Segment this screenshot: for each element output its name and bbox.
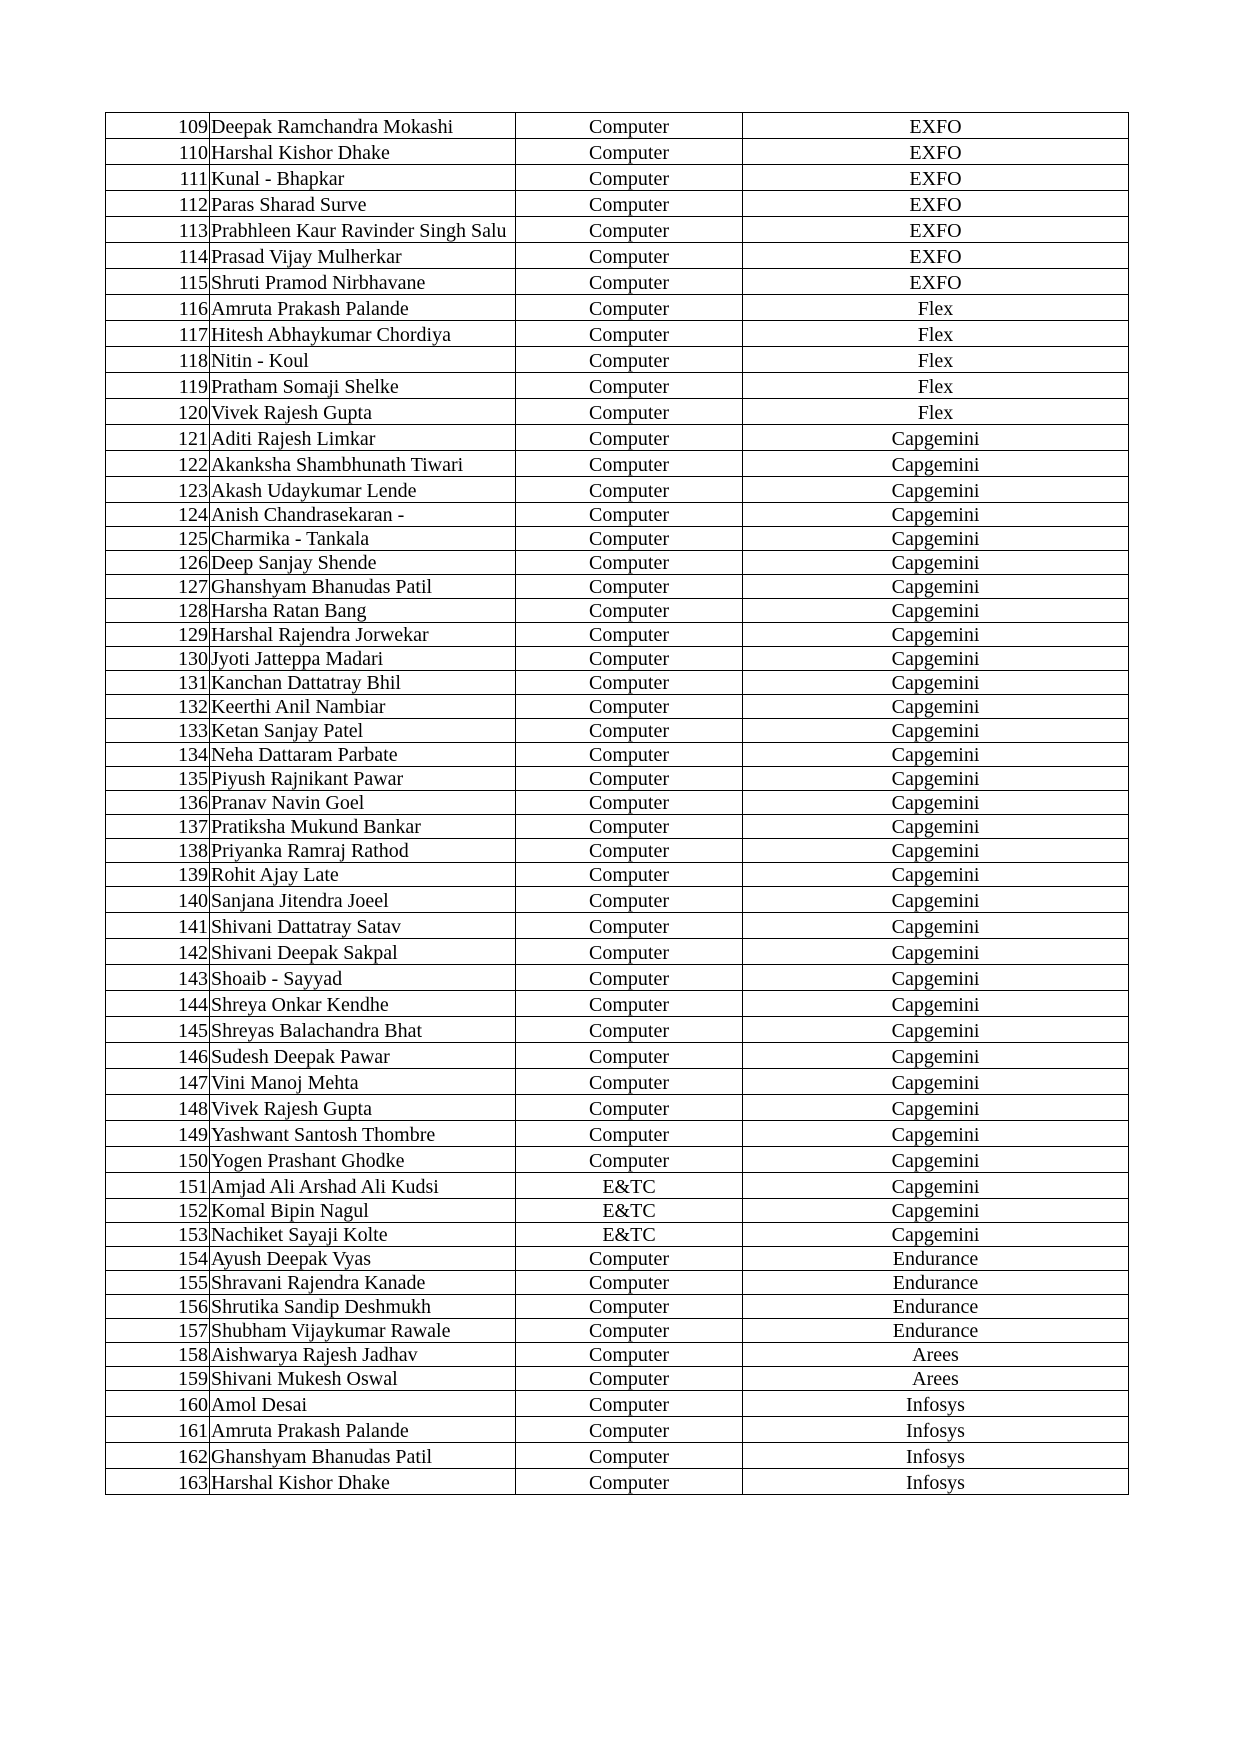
row-number: 134 xyxy=(106,743,210,767)
table-row xyxy=(106,321,1129,347)
table-row xyxy=(106,647,1129,671)
row-number: 156 xyxy=(106,1295,210,1319)
company-cell: Capgemini xyxy=(743,887,1129,913)
row-number: 121 xyxy=(106,425,210,451)
student-name: Shoaib - Sayyad xyxy=(210,965,516,991)
row-number: 126 xyxy=(106,551,210,575)
row-number: 117 xyxy=(106,321,210,347)
row-number: 113 xyxy=(106,217,210,243)
branch-cell: Computer xyxy=(516,575,743,599)
student-name: Paras Sharad Surve xyxy=(210,191,516,217)
table-row xyxy=(106,815,1129,839)
table-row xyxy=(106,269,1129,295)
student-name: Aishwarya Rajesh Jadhav xyxy=(210,1343,516,1367)
student-name: Amruta Prakash Palande xyxy=(210,1417,516,1443)
row-number: 135 xyxy=(106,767,210,791)
company-cell: Arees xyxy=(743,1367,1129,1391)
table-row xyxy=(106,1095,1129,1121)
table-row xyxy=(106,217,1129,243)
branch-cell: Computer xyxy=(516,1443,743,1469)
company-cell: Flex xyxy=(743,373,1129,399)
company-cell: Capgemini xyxy=(743,863,1129,887)
row-number: 112 xyxy=(106,191,210,217)
student-name: Shivani Mukesh Oswal xyxy=(210,1367,516,1391)
company-cell: Infosys xyxy=(743,1417,1129,1443)
company-cell: Capgemini xyxy=(743,671,1129,695)
company-cell: EXFO xyxy=(743,191,1129,217)
row-number: 149 xyxy=(106,1121,210,1147)
table-row xyxy=(106,425,1129,451)
student-name: Harshal Kishor Dhake xyxy=(210,1469,516,1495)
company-cell: Capgemini xyxy=(743,1223,1129,1247)
row-number: 160 xyxy=(106,1391,210,1417)
row-number: 118 xyxy=(106,347,210,373)
table-row xyxy=(106,671,1129,695)
student-name: Vini Manoj Mehta xyxy=(210,1069,516,1095)
student-name: Shreya Onkar Kendhe xyxy=(210,991,516,1017)
student-name: Shrutika Sandip Deshmukh xyxy=(210,1295,516,1319)
branch-cell: Computer xyxy=(516,451,743,477)
company-cell: EXFO xyxy=(743,165,1129,191)
student-name: Pratham Somaji Shelke xyxy=(210,373,516,399)
table-row xyxy=(106,719,1129,743)
branch-cell: Computer xyxy=(516,373,743,399)
company-cell: Capgemini xyxy=(743,939,1129,965)
table-row xyxy=(106,243,1129,269)
student-name: Pratiksha Mukund Bankar xyxy=(210,815,516,839)
branch-cell: Computer xyxy=(516,1147,743,1173)
branch-cell: Computer xyxy=(516,527,743,551)
branch-cell: Computer xyxy=(516,1319,743,1343)
company-cell: Capgemini xyxy=(743,599,1129,623)
table-row xyxy=(106,347,1129,373)
table-row xyxy=(106,1017,1129,1043)
company-cell: Endurance xyxy=(743,1295,1129,1319)
company-cell: Capgemini xyxy=(743,647,1129,671)
row-number: 119 xyxy=(106,373,210,399)
table-row xyxy=(106,743,1129,767)
branch-cell: Computer xyxy=(516,1017,743,1043)
branch-cell: Computer xyxy=(516,1367,743,1391)
branch-cell: Computer xyxy=(516,939,743,965)
row-number: 128 xyxy=(106,599,210,623)
table-row xyxy=(106,839,1129,863)
row-number: 137 xyxy=(106,815,210,839)
branch-cell: Computer xyxy=(516,399,743,425)
company-cell: Capgemini xyxy=(743,575,1129,599)
row-number: 148 xyxy=(106,1095,210,1121)
table-row xyxy=(106,1199,1129,1223)
company-cell: Flex xyxy=(743,399,1129,425)
student-name: Shivani Deepak Sakpal xyxy=(210,939,516,965)
company-cell: Capgemini xyxy=(743,1147,1129,1173)
branch-cell: Computer xyxy=(516,191,743,217)
student-name: Komal Bipin Nagul xyxy=(210,1199,516,1223)
branch-cell: Computer xyxy=(516,671,743,695)
table-row xyxy=(106,451,1129,477)
row-number: 139 xyxy=(106,863,210,887)
branch-cell: Computer xyxy=(516,1295,743,1319)
company-cell: Capgemini xyxy=(743,1199,1129,1223)
table-row xyxy=(106,113,1129,139)
table-row xyxy=(106,991,1129,1017)
branch-cell: Computer xyxy=(516,165,743,191)
branch-cell: Computer xyxy=(516,913,743,939)
row-number: 110 xyxy=(106,139,210,165)
branch-cell: Computer xyxy=(516,1391,743,1417)
row-number: 132 xyxy=(106,695,210,719)
company-cell: Flex xyxy=(743,347,1129,373)
student-name: Keerthi Anil Nambiar xyxy=(210,695,516,719)
branch-cell: Computer xyxy=(516,791,743,815)
branch-cell: Computer xyxy=(516,767,743,791)
table-row xyxy=(106,373,1129,399)
table-row xyxy=(106,477,1129,503)
student-name: Charmika - Tankala xyxy=(210,527,516,551)
row-number: 152 xyxy=(106,1199,210,1223)
student-name: Priyanka Ramraj Rathod xyxy=(210,839,516,863)
row-number: 147 xyxy=(106,1069,210,1095)
company-cell: Capgemini xyxy=(743,767,1129,791)
table-row xyxy=(106,965,1129,991)
table-row xyxy=(106,1295,1129,1319)
company-cell: Capgemini xyxy=(743,425,1129,451)
student-name: Ayush Deepak Vyas xyxy=(210,1247,516,1271)
row-number: 142 xyxy=(106,939,210,965)
branch-cell: Computer xyxy=(516,113,743,139)
company-cell: Capgemini xyxy=(743,503,1129,527)
branch-cell: Computer xyxy=(516,991,743,1017)
student-name: Jyoti Jatteppa Madari xyxy=(210,647,516,671)
student-name: Harshal Kishor Dhake xyxy=(210,139,516,165)
company-cell: Infosys xyxy=(743,1469,1129,1495)
row-number: 124 xyxy=(106,503,210,527)
table-row xyxy=(106,295,1129,321)
row-number: 146 xyxy=(106,1043,210,1069)
student-name: Sanjana Jitendra Joeel xyxy=(210,887,516,913)
table-row xyxy=(106,1247,1129,1271)
branch-cell: Computer xyxy=(516,321,743,347)
row-number: 129 xyxy=(106,623,210,647)
branch-cell: Computer xyxy=(516,647,743,671)
table-row xyxy=(106,191,1129,217)
branch-cell: Computer xyxy=(516,1469,743,1495)
row-number: 154 xyxy=(106,1247,210,1271)
student-name: Anish Chandrasekaran - xyxy=(210,503,516,527)
company-cell: Capgemini xyxy=(743,695,1129,719)
student-name: Amruta Prakash Palande xyxy=(210,295,516,321)
company-cell: Capgemini xyxy=(743,1095,1129,1121)
table-row xyxy=(106,1343,1129,1367)
row-number: 161 xyxy=(106,1417,210,1443)
student-name: Yogen Prashant Ghodke xyxy=(210,1147,516,1173)
branch-cell: Computer xyxy=(516,1043,743,1069)
student-name: Shravani Rajendra Kanade xyxy=(210,1271,516,1295)
company-cell: Capgemini xyxy=(743,991,1129,1017)
company-cell: Capgemini xyxy=(743,1121,1129,1147)
row-number: 153 xyxy=(106,1223,210,1247)
row-number: 123 xyxy=(106,477,210,503)
branch-cell: Computer xyxy=(516,887,743,913)
company-cell: EXFO xyxy=(743,269,1129,295)
branch-cell: Computer xyxy=(516,1095,743,1121)
table-row xyxy=(106,399,1129,425)
branch-cell: Computer xyxy=(516,1343,743,1367)
student-name: Yashwant Santosh Thombre xyxy=(210,1121,516,1147)
row-number: 115 xyxy=(106,269,210,295)
student-name: Prasad Vijay Mulherkar xyxy=(210,243,516,269)
student-name: Hitesh Abhaykumar Chordiya xyxy=(210,321,516,347)
row-number: 163 xyxy=(106,1469,210,1495)
row-number: 157 xyxy=(106,1319,210,1343)
company-cell: Capgemini xyxy=(743,965,1129,991)
student-name: Shubham Vijaykumar Rawale xyxy=(210,1319,516,1343)
row-number: 151 xyxy=(106,1173,210,1199)
table-row xyxy=(106,575,1129,599)
student-name: Vivek Rajesh Gupta xyxy=(210,399,516,425)
table-row xyxy=(106,939,1129,965)
company-cell: Endurance xyxy=(743,1247,1129,1271)
company-cell: EXFO xyxy=(743,113,1129,139)
table-row xyxy=(106,1391,1129,1417)
table-row xyxy=(106,1223,1129,1247)
branch-cell: Computer xyxy=(516,347,743,373)
table-row xyxy=(106,527,1129,551)
row-number: 145 xyxy=(106,1017,210,1043)
branch-cell: Computer xyxy=(516,139,743,165)
student-name: Deep Sanjay Shende xyxy=(210,551,516,575)
row-number: 141 xyxy=(106,913,210,939)
company-cell: EXFO xyxy=(743,217,1129,243)
branch-cell: Computer xyxy=(516,477,743,503)
branch-cell: Computer xyxy=(516,1069,743,1095)
table-row xyxy=(106,1121,1129,1147)
student-name: Vivek Rajesh Gupta xyxy=(210,1095,516,1121)
branch-cell: E&TC xyxy=(516,1199,743,1223)
branch-cell: Computer xyxy=(516,623,743,647)
branch-cell: Computer xyxy=(516,425,743,451)
row-number: 155 xyxy=(106,1271,210,1295)
company-cell: Endurance xyxy=(743,1319,1129,1343)
table-row xyxy=(106,139,1129,165)
branch-cell: Computer xyxy=(516,719,743,743)
company-cell: Capgemini xyxy=(743,913,1129,939)
row-number: 111 xyxy=(106,165,210,191)
student-name: Harsha Ratan Bang xyxy=(210,599,516,623)
student-name: Aditi Rajesh Limkar xyxy=(210,425,516,451)
row-number: 131 xyxy=(106,671,210,695)
row-number: 162 xyxy=(106,1443,210,1469)
table-row xyxy=(106,1319,1129,1343)
branch-cell: Computer xyxy=(516,217,743,243)
company-cell: Flex xyxy=(743,295,1129,321)
branch-cell: Computer xyxy=(516,503,743,527)
branch-cell: Computer xyxy=(516,815,743,839)
table-row xyxy=(106,695,1129,719)
company-cell: Endurance xyxy=(743,1271,1129,1295)
company-cell: Capgemini xyxy=(743,551,1129,575)
table-row xyxy=(106,1043,1129,1069)
company-cell: EXFO xyxy=(743,243,1129,269)
table-row xyxy=(106,1173,1129,1199)
student-name: Rohit Ajay Late xyxy=(210,863,516,887)
row-number: 122 xyxy=(106,451,210,477)
branch-cell: Computer xyxy=(516,839,743,863)
student-name: Ghanshyam Bhanudas Patil xyxy=(210,575,516,599)
table-row xyxy=(106,599,1129,623)
student-name: Sudesh Deepak Pawar xyxy=(210,1043,516,1069)
table-row xyxy=(106,863,1129,887)
table-row xyxy=(106,1443,1129,1469)
student-name: Shreyas Balachandra Bhat xyxy=(210,1017,516,1043)
student-name: Nachiket Sayaji Kolte xyxy=(210,1223,516,1247)
branch-cell: Computer xyxy=(516,695,743,719)
company-cell: Capgemini xyxy=(743,791,1129,815)
branch-cell: Computer xyxy=(516,965,743,991)
branch-cell: E&TC xyxy=(516,1173,743,1199)
company-cell: EXFO xyxy=(743,139,1129,165)
company-cell: Capgemini xyxy=(743,743,1129,767)
company-cell: Capgemini xyxy=(743,527,1129,551)
company-cell: Capgemini xyxy=(743,477,1129,503)
student-name: Piyush Rajnikant Pawar xyxy=(210,767,516,791)
company-cell: Capgemini xyxy=(743,451,1129,477)
student-name: Kunal - Bhapkar xyxy=(210,165,516,191)
company-cell: Capgemini xyxy=(743,815,1129,839)
row-number: 143 xyxy=(106,965,210,991)
student-name: Amol Desai xyxy=(210,1391,516,1417)
row-number: 138 xyxy=(106,839,210,863)
branch-cell: Computer xyxy=(516,1271,743,1295)
branch-cell: Computer xyxy=(516,243,743,269)
student-name: Ketan Sanjay Patel xyxy=(210,719,516,743)
row-number: 130 xyxy=(106,647,210,671)
row-number: 116 xyxy=(106,295,210,321)
row-number: 140 xyxy=(106,887,210,913)
row-number: 109 xyxy=(106,113,210,139)
table-row xyxy=(106,1147,1129,1173)
company-cell: Capgemini xyxy=(743,1173,1129,1199)
company-cell: Arees xyxy=(743,1343,1129,1367)
table-row xyxy=(106,1271,1129,1295)
branch-cell: Computer xyxy=(516,295,743,321)
table-row xyxy=(106,165,1129,191)
row-number: 127 xyxy=(106,575,210,599)
table-row xyxy=(106,623,1129,647)
table-row xyxy=(106,887,1129,913)
student-name: Akanksha Shambhunath Tiwari xyxy=(210,451,516,477)
company-cell: Infosys xyxy=(743,1391,1129,1417)
student-name: Akash Udaykumar Lende xyxy=(210,477,516,503)
student-name: Harshal Rajendra Jorwekar xyxy=(210,623,516,647)
table-row xyxy=(106,1069,1129,1095)
company-cell: Capgemini xyxy=(743,1069,1129,1095)
branch-cell: Computer xyxy=(516,551,743,575)
table-body xyxy=(106,113,1129,1495)
student-name: Nitin - Koul xyxy=(210,347,516,373)
branch-cell: Computer xyxy=(516,269,743,295)
branch-cell: Computer xyxy=(516,1121,743,1147)
row-number: 114 xyxy=(106,243,210,269)
company-cell: Capgemini xyxy=(743,1017,1129,1043)
student-name: Amjad Ali Arshad Ali Kudsi xyxy=(210,1173,516,1199)
table-row xyxy=(106,913,1129,939)
table-row xyxy=(106,1367,1129,1391)
student-name: Neha Dattaram Parbate xyxy=(210,743,516,767)
branch-cell: Computer xyxy=(516,743,743,767)
company-cell: Capgemini xyxy=(743,623,1129,647)
row-number: 136 xyxy=(106,791,210,815)
student-name: Shivani Dattatray Satav xyxy=(210,913,516,939)
student-name: Prabhleen Kaur Ravinder Singh Salu xyxy=(210,217,516,243)
table-row xyxy=(106,1417,1129,1443)
branch-cell: Computer xyxy=(516,599,743,623)
branch-cell: Computer xyxy=(516,1247,743,1271)
row-number: 133 xyxy=(106,719,210,743)
row-number: 159 xyxy=(106,1367,210,1391)
table-row xyxy=(106,791,1129,815)
table-row xyxy=(106,767,1129,791)
row-number: 158 xyxy=(106,1343,210,1367)
table-row xyxy=(106,551,1129,575)
company-cell: Capgemini xyxy=(743,839,1129,863)
row-number: 144 xyxy=(106,991,210,1017)
company-cell: Capgemini xyxy=(743,1043,1129,1069)
student-name: Deepak Ramchandra Mokashi xyxy=(210,113,516,139)
table-row xyxy=(106,1469,1129,1495)
row-number: 120 xyxy=(106,399,210,425)
student-name: Pranav Navin Goel xyxy=(210,791,516,815)
student-name: Ghanshyam Bhanudas Patil xyxy=(210,1443,516,1469)
company-cell: Capgemini xyxy=(743,719,1129,743)
row-number: 125 xyxy=(106,527,210,551)
branch-cell: Computer xyxy=(516,1417,743,1443)
branch-cell: Computer xyxy=(516,863,743,887)
student-name: Kanchan Dattatray Bhil xyxy=(210,671,516,695)
table-row xyxy=(106,503,1129,527)
row-number: 150 xyxy=(106,1147,210,1173)
student-placement-table xyxy=(105,112,1129,1495)
company-cell: Flex xyxy=(743,321,1129,347)
student-name: Shruti Pramod Nirbhavane xyxy=(210,269,516,295)
company-cell: Infosys xyxy=(743,1443,1129,1469)
branch-cell: E&TC xyxy=(516,1223,743,1247)
